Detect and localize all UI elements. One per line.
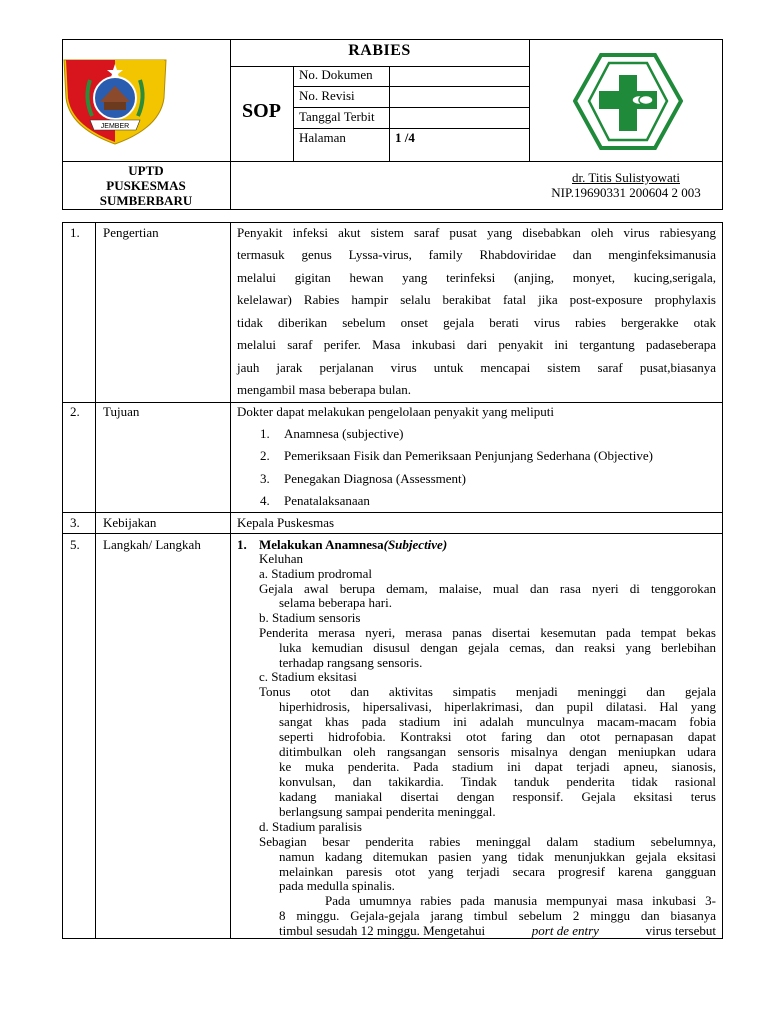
signatory-name: dr. Titis Sulistyowati: [571, 170, 680, 185]
stage-line: ditimbulkan oleh rangsangan sensoris misalnya dengan meniupkan udara: [279, 744, 716, 759]
step-heading-text: Melakukan Anamnesa: [259, 537, 384, 552]
paragraph-line: 8 minggu. Gejala-gejala jarang timbul sebelum 2 minggu dan biasanya: [279, 908, 716, 923]
stage-line: Penderita merasa nyeri, merasa panas disertai kesemutan pada tempat bekas: [259, 625, 716, 640]
stage-line: namun kadang ditemukan pasien yang tidak menunjukkan gejala eksitasi: [279, 849, 716, 864]
section-label: Langkah/ Langkah: [103, 537, 201, 552]
org-name-line: SUMBERBARU: [99, 193, 193, 208]
subheading: Keluhan: [259, 551, 304, 566]
paragraph-fragment: timbul sesudah 12 minggu. Mengetahui: [279, 923, 486, 938]
section-intro: Dokter dapat melakukan pengelolaan penyakit yang meliputi: [237, 404, 554, 419]
list-item-number: 4.: [260, 493, 270, 508]
paragraph-fragment: virus tersebut: [645, 923, 716, 938]
stage-line: kadang maniakal disertai dengan responsif. Gejala eksitasi terus: [279, 789, 716, 804]
stage-line: pada medulla spinalis.: [279, 878, 395, 893]
section-number: 3.: [70, 515, 80, 530]
logo-caption: JEMBER: [100, 123, 130, 130]
doc-field-label: No. Dokumen: [299, 67, 373, 82]
section-number: 2.: [70, 404, 80, 419]
list-item: Anamnesa (subjective): [284, 426, 404, 441]
list-item-number: 3.: [260, 471, 270, 486]
stage-line: Tonus otot dan aktivitas simpatis menjadi meninggi dan gejala: [259, 684, 716, 699]
org-name-line: UPTD: [128, 163, 164, 178]
list-item-number: 2.: [260, 448, 270, 463]
stage-line: berlangsung sampai penderita meninggal.: [279, 804, 496, 819]
doc-field-label: No. Revisi: [299, 88, 355, 103]
stage-title: a. Stadium prodromal: [259, 566, 373, 581]
stage-line: Sebagian besar penderita rabies meninggal dalam stadium sebelumnya,: [259, 834, 716, 849]
puskesmas-logo: [573, 53, 683, 150]
paragraph-line: melalui gigitan hewan yang terinfeksi (anjing, monyet, kucing,serigala,: [237, 270, 716, 285]
step-heading: [259, 537, 447, 552]
stage-line: sangat khas pada stadium ini adalah munculnya macam-macam fobia: [279, 714, 716, 729]
section-label: Kebijakan: [103, 515, 157, 530]
stage-title: c. Stadium eksitasi: [259, 669, 357, 684]
list-item-number: 1.: [260, 426, 270, 441]
stage-line: konvulsan, dan takikardia. Tindak tanduk penderita tidak rasional: [279, 774, 716, 789]
stage-line: seperti hidrofobia. Kontraksi otot faring dan otot pernapasan dapat: [279, 729, 716, 744]
doc-field-value: 1 /4: [395, 130, 415, 145]
stage-line: Gejala awal berupa demam, malaise, mual dan rasa nyeri di tenggorokan: [259, 581, 716, 596]
paragraph-line: Penyakit infeksi akut sistem saraf pusat yang disebabkan oleh virus rabiesyang: [237, 225, 716, 240]
list-item: Penatalaksanaan: [284, 493, 370, 508]
paragraph-line: tidak diberikan sebelum onset gejala berati virus rabies bergerakke otak: [237, 315, 716, 330]
section-label: Pengertian: [103, 225, 159, 240]
signatory-nip: NIP.19690331 200604 2 003: [551, 185, 701, 200]
step-heading-italic: (Subjective): [383, 537, 448, 552]
stage-title: b. Stadium sensoris: [259, 610, 361, 625]
list-item: Pemeriksaan Fisik dan Pemeriksaan Penjunjang Sederhana (Objective): [284, 448, 653, 463]
org-name-line: PUSKESMAS: [106, 178, 186, 193]
document-title: RABIES: [348, 42, 411, 59]
section-text: Kepala Puskesmas: [237, 515, 335, 530]
step-number: 1.: [237, 537, 247, 552]
paragraph-line: termasuk genus Lyssa-virus, family Rhabdoviridae dan menginfeksimanusia: [237, 247, 716, 262]
paragraph-italic-term: port de entry: [531, 923, 599, 938]
paragraph-line: jauh jarak perjalanan virus untuk mencapai sistem saraf pusat,biasanya: [237, 360, 716, 375]
paragraph-line: Pada umumnya rabies pada manusia mempunyai masa inkubasi 3-: [325, 893, 716, 908]
paragraph-line: [279, 923, 716, 938]
stage-line: hiperhidrosis, hipersalivasi, hiperlakrimasi, dan pupil dilatasi. Hal yang: [279, 699, 716, 714]
stage-line: terhadap rangsang sensoris.: [279, 655, 423, 670]
paragraph-line: mengambil masa beberapa bulan.: [237, 382, 411, 397]
stage-line: ke muka penderita. Pada stadium ini dapat terjadi apneu, sianosis,: [279, 759, 716, 774]
stage-title: d. Stadium paralisis: [259, 819, 362, 834]
paragraph-line: kelelawar) Rabies hampir selalu berakibat fatal jika post-exposure prophylaxis: [237, 292, 716, 307]
stage-line: melainkan paresis otot yang terjadi secara progresif karena gangguan: [279, 864, 716, 879]
doc-field-label: Tanggal Terbit: [299, 109, 375, 124]
sop-label: SOP: [242, 100, 281, 122]
section-number: 5.: [70, 537, 80, 552]
section-number: 1.: [70, 225, 80, 240]
regency-emblem-logo: [62, 54, 168, 146]
section-label: Tujuan: [103, 404, 140, 419]
paragraph-line: melalui saraf perifer. Masa inkubasi dari penyakit ini tergantung padaseberapa: [237, 337, 716, 352]
list-item: Penegakan Diagnosa (Assessment): [284, 471, 466, 486]
stage-line: selama beberapa hari.: [279, 595, 392, 610]
stage-line: luka kemudian disusul dengan gejala cemas, dan reaksi yang berlebihan: [279, 640, 716, 655]
doc-field-label: Halaman: [299, 130, 346, 145]
